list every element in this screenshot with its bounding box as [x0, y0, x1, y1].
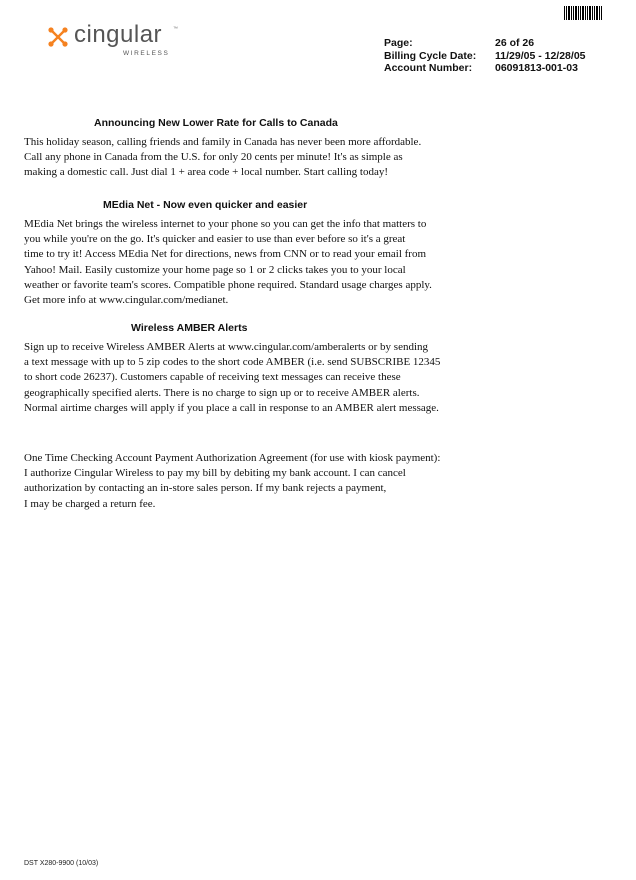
payment-agreement: One Time Checking Account Payment Authorization Agreement (for use with kiosk payment): I authorize Cingular Wireless to pay my bill by debiting my bank account. I can cancel authorization by contacting an in-store sales person. If my bank rejects a payment, I may be charged a return fee. [24, 452, 441, 510]
page-row [384, 37, 586, 50]
logo-subtext: WIRELESS [123, 50, 170, 57]
section-title-amber: Wireless AMBER Alerts [131, 322, 248, 334]
billing-cycle-row [384, 50, 586, 63]
section-body-amber: Sign up to receive Wireless AMBER Alerts at www.cingular.com/amberalerts or by sending a text message with up to 5 zip codes to the short code AMBER (i.e. send SUBSCRIBE 12345 to short code 26237). Customers capable of receiving text messages can receive these geographically specified alerts. There is no charge to sign up or to receive AMBER alerts. Normal airtime charges will apply if you place a call in response to an AMBER alert message. [24, 341, 441, 414]
logo-trademark: ™ [173, 26, 178, 32]
section-body-canada: This holiday season, calling friends and family in Canada has never been more affordable. Call any phone in Canada from the U.S. for only 20 cents per minute! It's as simple as making a domestic call. Just dial 1 + area code + local number. Start calling today! [24, 136, 422, 179]
barcode [564, 6, 602, 20]
section-body-medianet: MEdia Net brings the wireless internet to your phone so you can get the info that matters to you while you're on the go. It's quicker and easier to use than ever before so it's a great time to try it! Access MEdia Net for directions, news from CNN or to read your email from Yahoo! Mail. Easily customize your home page so 1 or 2 clicks takes you to your local weather or favorite team's scores. Compatible phone required. Standard usage charges apply. Get more info at www.cingular.com/medianet. [24, 218, 432, 307]
section-title-canada: Announcing New Lower Rate for Calls to Canada [94, 117, 338, 129]
page-value: 26 of 26 [495, 37, 535, 49]
billing-cycle-value: 11/29/05 - 12/28/05 [495, 49, 586, 62]
section-title-medianet: MEdia Net - Now even quicker and easier [103, 199, 308, 211]
account-number-value: 06091813-001-03 [495, 62, 578, 74]
form-code: DST X280-9900 (10/03) [24, 860, 99, 867]
logo-text: cingular [74, 21, 163, 48]
account-info [384, 37, 586, 75]
page-label: Page: [384, 37, 413, 49]
billing-cycle-label: Billing Cycle Date: [384, 49, 477, 62]
account-number-label: Account Number: [384, 62, 473, 74]
account-number-row [384, 62, 586, 75]
jack-logo-icon [48, 27, 68, 47]
cingular-logo [48, 21, 188, 60]
